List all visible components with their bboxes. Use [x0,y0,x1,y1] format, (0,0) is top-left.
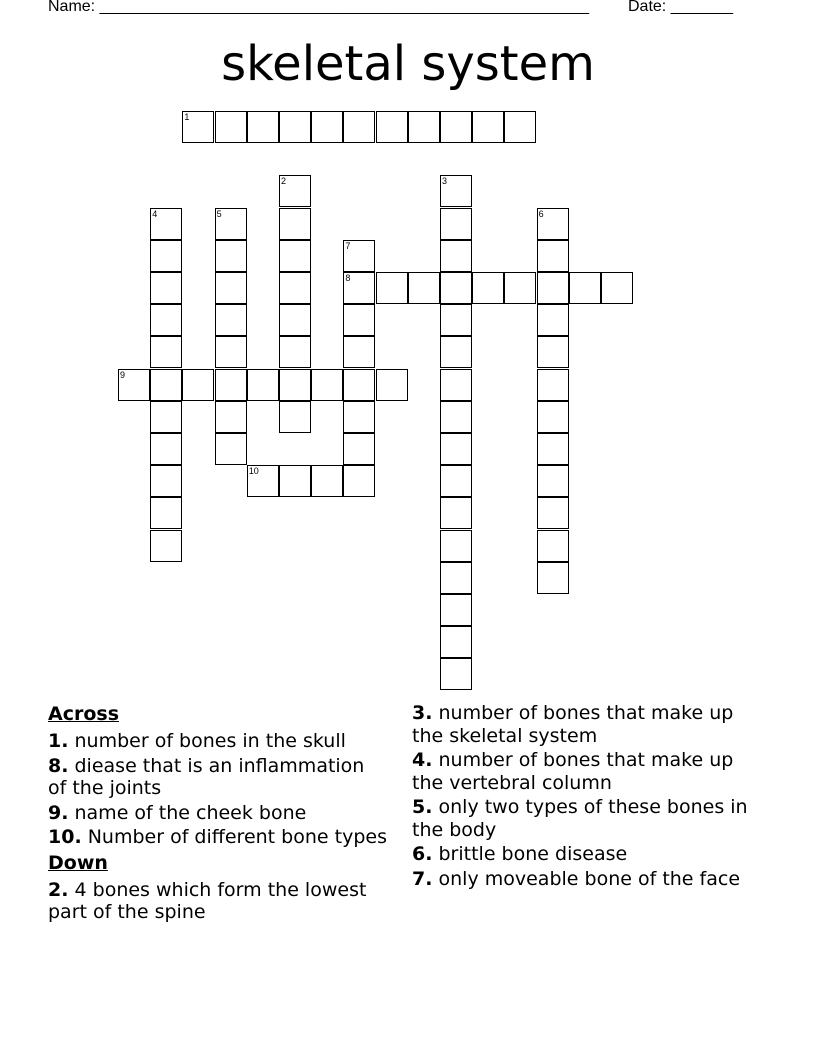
clue-down-2 [48,879,388,924]
grid-cell[interactable] [408,111,440,143]
grid-cell[interactable] [247,465,279,497]
grid-cell[interactable] [440,658,472,690]
grid-cell[interactable] [537,562,569,594]
grid-cell[interactable] [601,272,633,304]
down-heading: Down [48,851,108,874]
grid-cell[interactable] [150,272,182,304]
grid-cell[interactable] [150,497,182,529]
grid-cell[interactable] [279,272,311,304]
grid-cell[interactable] [279,111,311,143]
grid-cell[interactable] [150,208,182,240]
grid-cell[interactable] [215,401,247,433]
clue-text: 4 bones which form the lowest part of the spine [48,878,367,923]
clue-text: Number of different bone types [87,826,387,848]
grid-cell[interactable] [215,304,247,336]
cell-number: 4 [152,208,158,219]
grid-cell[interactable] [311,369,343,401]
grid-cell[interactable] [440,562,472,594]
grid-cell[interactable] [150,465,182,497]
grid-cell[interactable] [440,208,472,240]
clue-text: only moveable bone of the face [438,867,741,890]
grid-cell[interactable] [376,111,408,143]
clue-down-4 [412,749,752,794]
grid-cell[interactable] [150,240,182,272]
grid-cell[interactable] [472,272,504,304]
clue-across-8 [48,755,388,800]
cell-number: 9 [120,369,126,380]
clue-number: 3. [412,702,433,724]
grid-cell[interactable] [343,304,375,336]
grid-cell[interactable] [440,401,472,433]
grid-cell[interactable] [440,175,472,207]
cell-number: 2 [281,176,287,187]
cell-number: 10 [248,466,259,477]
grid-cell[interactable] [537,208,569,240]
clue-number: 8. [48,754,69,777]
cell-number: 6 [538,208,544,219]
grid-cell[interactable] [440,304,472,336]
clue-number: 7. [412,867,433,890]
grid-cell[interactable] [343,272,375,304]
clue-down-3 [412,702,752,747]
grid-cell[interactable] [376,272,408,304]
grid-cell[interactable] [376,369,408,401]
grid-cell[interactable] [343,336,375,368]
grid-cell[interactable] [343,465,375,497]
grid-cell[interactable] [537,497,569,529]
clue-number: 10. [48,826,82,848]
grid-cell[interactable] [343,240,375,272]
grid-cell[interactable] [440,530,472,562]
grid-cell[interactable] [343,369,375,401]
clue-down-6 [412,843,752,866]
clues-column-left [48,702,388,926]
clue-text: number of bones in the skull [74,730,346,752]
cell-number: 5 [216,208,222,219]
grid-cell[interactable] [215,208,247,240]
clue-text: diease that is an inflammation of the joints [48,754,365,799]
grid-cell[interactable] [537,336,569,368]
grid-cell[interactable] [504,272,536,304]
grid-cell[interactable] [311,465,343,497]
grid-cell[interactable] [215,111,247,143]
cell-number: 8 [345,273,351,283]
clue-text: only two types of these bones in the body [412,796,748,841]
grid-cell[interactable] [537,369,569,401]
grid-cell[interactable] [182,111,214,143]
grid-cell[interactable] [343,401,375,433]
grid-cell[interactable] [537,401,569,433]
grid-cell[interactable] [279,208,311,240]
grid-cell[interactable] [537,272,569,304]
clue-text: number of bones that make up the skeletal system [412,702,734,747]
puzzle-title: skeletal system [221,36,595,92]
across-heading: Across [48,703,120,725]
grid-cell[interactable] [279,401,311,433]
grid-cell[interactable] [279,240,311,272]
grid-cell[interactable] [440,369,472,401]
grid-cell[interactable] [150,530,182,562]
clue-number: 2. [48,878,69,901]
grid-cell[interactable] [279,304,311,336]
cell-number: 1 [184,112,190,122]
clue-text: name of the cheek bone [74,801,307,824]
grid-cell[interactable] [569,272,601,304]
grid-cell[interactable] [150,304,182,336]
clue-number: 1. [48,730,69,752]
grid-cell[interactable] [537,240,569,272]
grid-cell[interactable] [440,497,472,529]
grid-cell[interactable] [215,433,247,465]
grid-cell[interactable] [279,369,311,401]
grid-cell[interactable] [504,111,536,143]
grid-cell[interactable] [537,304,569,336]
clue-text: brittle bone disease [438,843,628,865]
cell-number: 7 [345,240,351,251]
clue-number: 6. [412,843,433,865]
grid-cell[interactable] [343,433,375,465]
name-field-label[interactable]: Name: _______________________________________________________ [48,0,589,15]
grid-cell[interactable] [215,240,247,272]
grid-cell[interactable] [279,465,311,497]
grid-cell[interactable] [472,111,504,143]
date-field-label[interactable]: Date: _______ [628,0,733,15]
clue-down-5 [412,796,752,841]
grid-cell[interactable] [440,272,472,304]
grid-cell[interactable] [440,433,472,465]
grid-cell[interactable] [150,433,182,465]
grid-cell[interactable] [440,240,472,272]
clue-number: 9. [48,801,69,824]
grid-cell[interactable] [215,369,247,401]
clue-across-9 [48,802,388,825]
grid-cell[interactable] [440,626,472,658]
grid-cell[interactable] [247,111,279,143]
grid-cell[interactable] [182,369,214,401]
clues-column-right [412,702,752,892]
grid-cell[interactable] [537,530,569,562]
grid-cell[interactable] [279,336,311,368]
grid-cell[interactable] [440,594,472,626]
grid-cell[interactable] [150,336,182,368]
grid-cell[interactable] [440,111,472,143]
grid-cell[interactable] [215,336,247,368]
clue-down-7 [412,868,752,891]
clue-text: number of bones that make up the vertebral column [412,749,734,794]
grid-cell[interactable] [247,369,279,401]
grid-cell[interactable] [118,369,150,401]
clue-number: 5. [412,796,433,818]
grid-cell[interactable] [408,272,440,304]
clue-across-1 [48,730,388,753]
grid-cell[interactable] [537,433,569,465]
clue-number: 4. [412,749,433,771]
grid-cell[interactable] [537,465,569,497]
grid-cell[interactable] [440,336,472,368]
clue-across-10 [48,826,388,849]
grid-cell[interactable] [150,401,182,433]
grid-cell[interactable] [311,111,343,143]
cell-number: 3 [442,176,448,187]
grid-cell[interactable] [440,465,472,497]
grid-cell[interactable] [279,175,311,207]
grid-cell[interactable] [343,111,375,143]
grid-cell[interactable] [150,369,182,401]
grid-cell[interactable] [215,272,247,304]
